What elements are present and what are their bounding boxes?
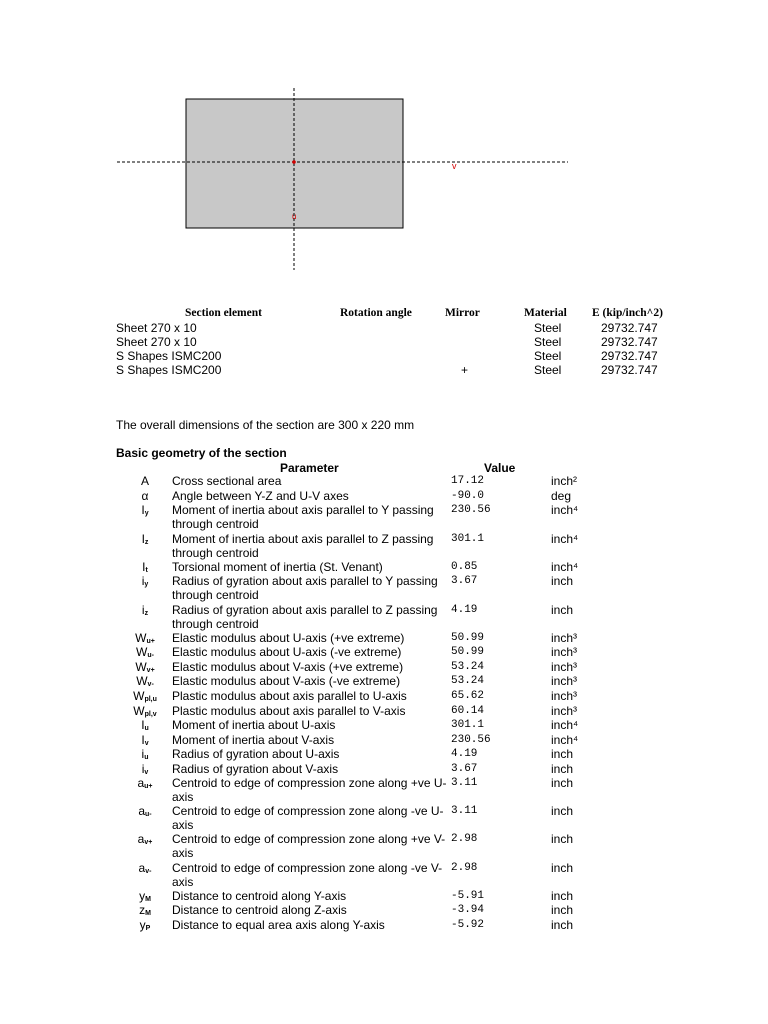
symbol-subscript: v bbox=[144, 740, 149, 747]
parameter-description: Centroid to edge of compression zone along -ve U-axis bbox=[172, 804, 444, 832]
symbol-letter: W bbox=[136, 645, 148, 659]
symbol-letter: I bbox=[142, 560, 146, 574]
symbol-subscript: v- bbox=[145, 868, 152, 875]
symbol-subscript: u+ bbox=[146, 638, 155, 645]
symbol-letter: W bbox=[135, 631, 147, 645]
symbol-letter: A bbox=[140, 474, 149, 488]
element-mirror: + bbox=[461, 363, 469, 377]
parameter-unit: inch bbox=[551, 776, 574, 790]
basic-geometry-title: Basic geometry of the section bbox=[116, 446, 287, 460]
col-header-mirror: Mirror bbox=[445, 307, 480, 319]
parameter-symbol bbox=[128, 532, 162, 550]
v-axis-label: v bbox=[452, 161, 457, 171]
symbol-letter: I bbox=[141, 733, 145, 747]
parameter-description: Moment of inertia about U-axis bbox=[172, 718, 336, 732]
element-name: Sheet 270 x 10 bbox=[116, 335, 197, 349]
parameter-value: 4.19 bbox=[451, 748, 478, 760]
element-name: S Shapes ISMC200 bbox=[116, 363, 222, 377]
symbol-letter: W bbox=[133, 689, 145, 703]
parameter-value: 50.99 bbox=[451, 646, 485, 658]
symbol-letter: I bbox=[141, 718, 145, 732]
parameter-unit: inch bbox=[551, 747, 574, 761]
symbol-letter: a bbox=[138, 861, 146, 875]
parameter-unit: inch³ bbox=[551, 631, 578, 645]
parameter-description: Cross sectional area bbox=[172, 474, 282, 488]
parameter-unit: inch bbox=[551, 762, 574, 776]
parameter-unit: inch² bbox=[551, 474, 578, 488]
parameter-value: -5.92 bbox=[451, 919, 485, 931]
symbol-subscript: y bbox=[144, 510, 149, 517]
parameter-value: 2.98 bbox=[451, 833, 478, 845]
parameter-value: 230.56 bbox=[451, 504, 491, 516]
parameter-description: Angle between Y-Z and U-V axes bbox=[172, 489, 349, 503]
col-header-parameter: Parameter bbox=[280, 461, 339, 475]
parameter-description: Elastic modulus about U-axis (-ve extreme) bbox=[172, 645, 402, 659]
element-name: S Shapes ISMC200 bbox=[116, 349, 222, 363]
parameter-description: Centroid to edge of compression zone along -ve V-axis bbox=[172, 861, 443, 889]
parameter-value: -3.94 bbox=[451, 904, 485, 916]
col-header-material: Material bbox=[524, 307, 567, 319]
parameter-value: 2.98 bbox=[451, 862, 478, 874]
symbol-subscript: u- bbox=[145, 811, 152, 818]
col-header-e: E (kip/inch^2) bbox=[592, 307, 663, 319]
symbol-letter: i bbox=[141, 574, 145, 588]
overall-dimensions-text: The overall dimensions of the section are 300 x 220 mm bbox=[116, 418, 415, 432]
symbol-subscript: v- bbox=[147, 681, 154, 688]
parameter-value: 3.11 bbox=[451, 777, 478, 789]
parameter-unit: inch³ bbox=[551, 704, 578, 718]
parameter-symbol bbox=[128, 489, 162, 503]
symbol-letter: a bbox=[137, 832, 145, 846]
parameter-unit: inch bbox=[551, 574, 574, 588]
symbol-subscript: z bbox=[144, 539, 149, 546]
symbol-letter: i bbox=[141, 747, 145, 761]
parameter-unit: inch bbox=[551, 861, 574, 875]
parameter-description: Moment of inertia about axis parallel to Z passing through centroid bbox=[172, 532, 434, 560]
element-name: Sheet 270 x 10 bbox=[116, 321, 197, 335]
symbol-letter: a bbox=[138, 804, 146, 818]
symbol-subscript: M bbox=[145, 896, 151, 903]
parameter-value: 65.62 bbox=[451, 690, 485, 702]
element-e: 29732.747 bbox=[601, 321, 658, 335]
parameter-value: 301.1 bbox=[451, 719, 485, 731]
element-row bbox=[0, 335, 768, 349]
parameter-unit: inch bbox=[551, 603, 574, 617]
symbol-letter: W bbox=[135, 660, 147, 674]
symbol-letter: z bbox=[139, 903, 146, 917]
symbol-letter: I bbox=[141, 503, 145, 517]
col-header-section-element: Section element bbox=[185, 307, 262, 319]
parameter-description: Elastic modulus about V-axis (+ve extreme) bbox=[172, 660, 404, 674]
element-material: Steel bbox=[534, 349, 562, 363]
symbol-subscript: z bbox=[144, 610, 149, 617]
parameter-description: Torsional moment of inertia (St. Venant) bbox=[172, 560, 383, 574]
parameter-description: Plastic modulus about axis parallel to U-axis bbox=[172, 689, 407, 703]
parameter-unit: inch bbox=[551, 889, 574, 903]
parameter-unit: inch³ bbox=[551, 674, 578, 688]
parameter-symbol bbox=[128, 474, 162, 488]
symbol-letter: α bbox=[141, 489, 149, 503]
parameter-symbol bbox=[128, 918, 162, 936]
symbol-subscript: P bbox=[145, 925, 151, 932]
parameter-value: 53.24 bbox=[451, 675, 485, 687]
parameter-unit: inch³ bbox=[551, 660, 578, 674]
col-header-rotation-angle: Rotation angle bbox=[340, 307, 412, 319]
parameter-description: Radius of gyration about V-axis bbox=[172, 762, 339, 776]
symbol-subscript: u- bbox=[147, 652, 154, 659]
parameter-description: Centroid to edge of compression zone along +ve U-axis bbox=[172, 776, 447, 804]
parameter-value: 17.12 bbox=[451, 475, 485, 487]
element-row bbox=[0, 363, 768, 377]
parameter-value: 3.67 bbox=[451, 575, 478, 587]
parameter-description: Moment of inertia about axis parallel to Y passing through centroid bbox=[172, 503, 434, 531]
parameter-unit: inch³ bbox=[551, 645, 578, 659]
parameter-description: Distance to equal area axis along Y-axis bbox=[172, 918, 385, 932]
symbol-subscript: t bbox=[145, 567, 148, 574]
parameter-unit: inch⁴ bbox=[551, 532, 579, 546]
symbol-letter: a bbox=[137, 776, 145, 790]
parameter-description: Elastic modulus about V-axis (-ve extreme) bbox=[172, 674, 401, 688]
symbol-subscript: pl,u bbox=[144, 696, 157, 703]
symbol-letter: y bbox=[139, 918, 146, 932]
parameter-description: Plastic modulus about axis parallel to V-axis bbox=[172, 704, 406, 718]
parameter-value: 3.67 bbox=[451, 763, 478, 775]
parameter-description: Radius of gyration about axis parallel to Z passing through centroid bbox=[172, 603, 438, 631]
parameter-value: 0.85 bbox=[451, 561, 478, 573]
parameter-description: Centroid to edge of compression zone along +ve V-axis bbox=[172, 832, 446, 860]
element-row bbox=[0, 321, 768, 335]
parameter-description: Distance to centroid along Y-axis bbox=[172, 889, 347, 903]
parameter-symbol bbox=[128, 503, 162, 521]
element-material: Steel bbox=[534, 363, 562, 377]
symbol-letter: i bbox=[141, 762, 145, 776]
element-e: 29732.747 bbox=[601, 335, 658, 349]
col-header-value: Value bbox=[484, 461, 516, 475]
parameter-symbol bbox=[128, 804, 162, 822]
parameter-unit: inch bbox=[551, 918, 574, 932]
u-axis-label: u bbox=[292, 212, 297, 221]
symbol-subscript: v+ bbox=[146, 667, 155, 674]
symbol-subscript: u bbox=[144, 754, 149, 761]
symbol-subscript: y bbox=[144, 581, 149, 588]
section-diagram bbox=[0, 0, 768, 300]
symbol-subscript: M bbox=[145, 910, 151, 917]
element-material: Steel bbox=[534, 335, 562, 349]
parameter-unit: inch bbox=[551, 804, 574, 818]
parameter-unit: inch⁴ bbox=[551, 560, 579, 574]
parameter-value: -90.0 bbox=[451, 490, 485, 502]
parameter-symbol bbox=[128, 574, 162, 592]
parameter-value: 53.24 bbox=[451, 661, 485, 673]
symbol-subscript: v+ bbox=[144, 839, 153, 846]
symbol-subscript: v bbox=[144, 769, 149, 776]
parameter-value: -5.91 bbox=[451, 890, 485, 902]
parameter-unit: inch⁴ bbox=[551, 718, 579, 732]
parameter-value: 50.99 bbox=[451, 632, 485, 644]
parameter-value: 60.14 bbox=[451, 705, 485, 717]
element-material: Steel bbox=[534, 321, 562, 335]
parameter-description: Radius of gyration about axis parallel to Y passing through centroid bbox=[172, 574, 438, 602]
parameter-symbol bbox=[128, 832, 162, 850]
element-e: 29732.747 bbox=[601, 363, 658, 377]
parameter-unit: inch⁴ bbox=[551, 733, 579, 747]
element-row bbox=[0, 349, 768, 363]
parameter-description: Radius of gyration about U-axis bbox=[172, 747, 340, 761]
parameter-unit: inch bbox=[551, 903, 574, 917]
parameter-symbol bbox=[128, 861, 162, 879]
symbol-letter: W bbox=[136, 674, 148, 688]
symbol-subscript: u bbox=[144, 725, 149, 732]
parameter-description: Moment of inertia about V-axis bbox=[172, 733, 335, 747]
parameter-description: Distance to centroid along Z-axis bbox=[172, 903, 347, 917]
parameter-unit: inch³ bbox=[551, 689, 578, 703]
parameter-value: 3.11 bbox=[451, 805, 478, 817]
parameter-description: Elastic modulus about U-axis (+ve extreme) bbox=[172, 631, 405, 645]
element-e: 29732.747 bbox=[601, 349, 658, 363]
symbol-subscript: pl,v bbox=[144, 711, 157, 718]
parameter-unit: inch bbox=[551, 832, 574, 846]
symbol-letter: W bbox=[133, 704, 145, 718]
parameter-unit: deg bbox=[551, 489, 572, 503]
parameter-value: 230.56 bbox=[451, 734, 491, 746]
parameter-symbol bbox=[128, 776, 162, 794]
symbol-letter: I bbox=[141, 532, 145, 546]
symbol-letter: i bbox=[141, 603, 145, 617]
parameter-unit: inch⁴ bbox=[551, 503, 579, 517]
symbol-subscript: u+ bbox=[144, 783, 153, 790]
symbol-letter: y bbox=[139, 889, 146, 903]
parameter-value: 4.19 bbox=[451, 604, 478, 616]
centroid-marker bbox=[292, 160, 296, 164]
parameter-value: 301.1 bbox=[451, 533, 485, 545]
parameter-symbol bbox=[128, 603, 162, 621]
